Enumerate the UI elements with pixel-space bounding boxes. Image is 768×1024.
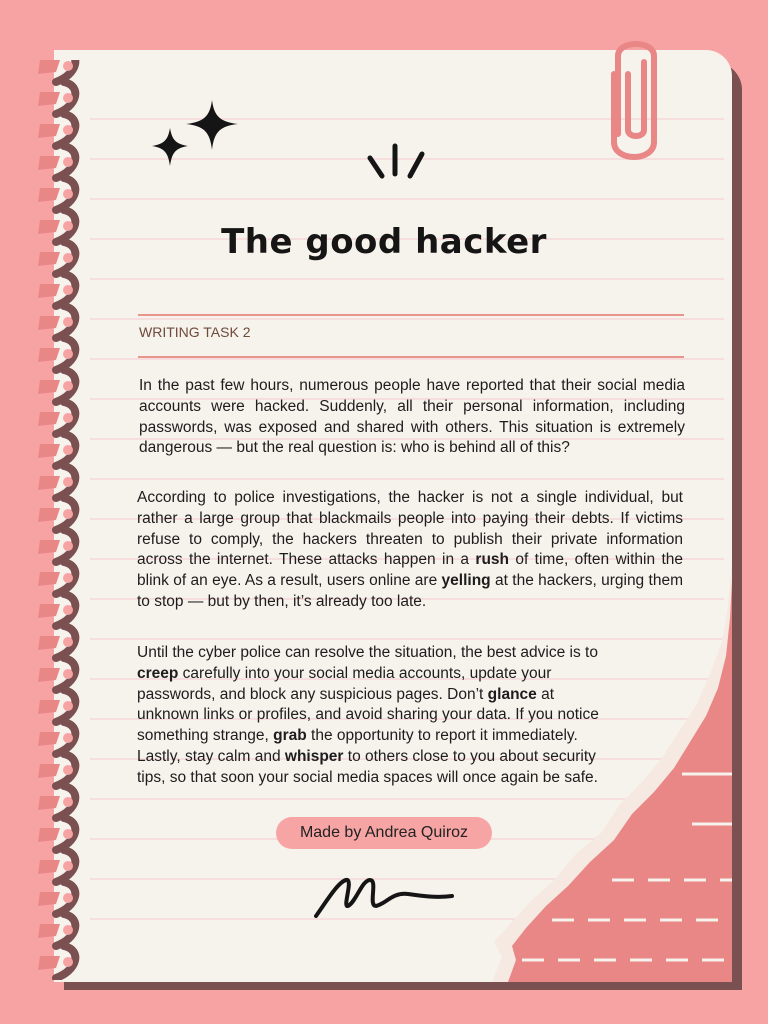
- text-span: the opportunity to report it immediately.: [306, 727, 578, 745]
- text-line: [137, 747, 685, 768]
- ruled-line: [90, 478, 724, 480]
- paragraph-investigation: [137, 488, 683, 613]
- keyword-yelling: yelling: [441, 572, 491, 590]
- text-span: of time, often within the blink of an eye. As a result, users online are: [137, 551, 683, 590]
- paragraph-intro: In the past few hours, numerous people have reported that their social media accounts were hacked. Suddenly, all their personal information, including passwords, was exposed and shared with others. This situation is extremely dangerous — but the real question is: who is behind all of this?: [139, 377, 685, 457]
- ruled-line: [90, 318, 724, 320]
- text-line: [137, 726, 685, 747]
- text-span: passwords, and block any suspicious pages. Don’t: [137, 685, 488, 703]
- signature-scribble: [312, 872, 454, 922]
- text-line: tips, so that soon your social media spaces will once again be safe.: [137, 768, 598, 786]
- section-label: WRITING TASK 2: [139, 324, 251, 340]
- text-span: carefully into your social media accounts, update your: [178, 664, 552, 682]
- page-title: The good hacker: [221, 222, 547, 262]
- keyword-creep: creep: [137, 664, 179, 682]
- keyword-whisper: whisper: [284, 747, 344, 765]
- divider-top: [138, 314, 684, 316]
- text-span: at the hackers, urging them to stop — but by then, it’s already too late.: [137, 572, 683, 610]
- text-span: Lastly, stay calm and: [137, 747, 285, 765]
- spiral-binding: [26, 60, 90, 980]
- text-line: [137, 685, 685, 706]
- text-span: at: [536, 685, 555, 703]
- emphasis-marks-icon: [362, 142, 428, 184]
- ruled-line: [90, 358, 724, 360]
- text-span: According to police investigations, the hacker is not a single individual, but rather a large group that blackmails people into paying their debts. If victims refuse to comply, the hackers threaten to publish their private information across the internet. These attacks happen in a: [137, 489, 683, 569]
- text-line: Until the cyber police can resolve the situation, the best advice is to: [137, 644, 598, 661]
- ruled-line: [90, 278, 724, 280]
- sparkle-icon: [150, 98, 242, 170]
- keyword-grab: grab: [273, 727, 307, 745]
- author-credit-badge: Made by Andrea Quiroz: [276, 817, 492, 849]
- text-span: something strange,: [137, 727, 274, 745]
- text-span: to others close to you about security: [343, 747, 596, 765]
- text-line: unknown links or profiles, and avoid sharing your data. If you notice: [137, 706, 599, 724]
- ruled-line: [90, 198, 724, 200]
- text-line: [137, 664, 685, 685]
- keyword-rush: rush: [475, 551, 510, 569]
- divider-bottom: [138, 356, 684, 358]
- paperclip-icon: [604, 34, 668, 164]
- keyword-glance: glance: [487, 685, 537, 703]
- paragraph-advice: [137, 643, 685, 789]
